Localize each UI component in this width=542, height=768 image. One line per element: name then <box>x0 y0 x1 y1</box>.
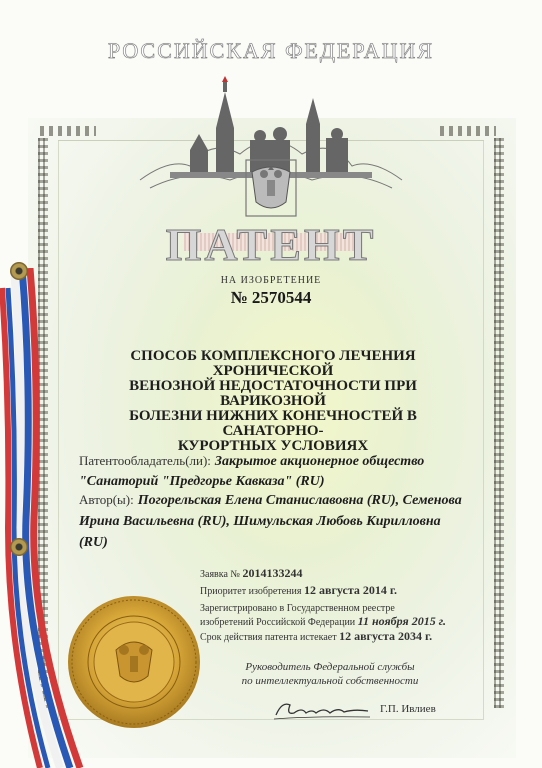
validity-date: 12 августа 2034 г. <box>339 629 433 643</box>
registration-date: 11 ноября 2015 г. <box>357 614 446 628</box>
head-line: Руководитель Федеральной службы <box>245 661 415 673</box>
application-number: 2014133244 <box>242 566 303 580</box>
document-type: ПАТЕНТ <box>165 219 377 270</box>
invention-title-line: ВЕНОЗНОЙ НЕДОСТАТОЧНОСТИ ПРИ ВАРИКОЗНОЙ <box>129 378 417 409</box>
country-title: РОССИЙСКАЯ ФЕДЕРАЦИЯ <box>107 38 435 63</box>
registration-info <box>200 602 500 629</box>
registration-label: изобретений Российской Федерации <box>200 617 356 628</box>
application-info <box>200 567 500 581</box>
invention-title-line: БОЛЕЗНИ НИЖНИХ КОНЕЧНОСТЕЙ В САНАТОРНО- <box>129 408 417 439</box>
ornament-top-left <box>40 126 96 136</box>
holder-value: "Санаторий "Предгорье Кавказа" (RU) <box>79 474 325 489</box>
authors-value: Ирина Васильевна (RU), Шимульская Любовь Кирилловна <box>79 514 441 529</box>
invention-title-line: КУРОРТНЫХ УСЛОВИЯХ <box>177 438 369 454</box>
invention-title-line: СПОСОБ КОМПЛЕКСНОГО ЛЕЧЕНИЯ ХРОНИЧЕСКОЙ <box>130 348 416 379</box>
priority-date: 12 августа 2014 г. <box>303 583 398 597</box>
priority-label: Приоритет изобретения <box>200 586 302 597</box>
official-seal <box>64 592 204 732</box>
authors-label: Автор(ы): <box>79 492 134 507</box>
signature <box>272 697 372 721</box>
patent-holder <box>79 451 479 491</box>
eyelet-bottom <box>10 538 28 556</box>
authors-value: (RU) <box>79 535 108 550</box>
invention-title <box>78 349 468 454</box>
validity-label: Срок действия патента истекает <box>200 632 337 643</box>
signer-name: Г.П. Ивлиев <box>380 703 436 715</box>
coat-of-arms-emblem <box>244 158 298 218</box>
patent-number: № 2570544 <box>230 288 312 307</box>
head-of-service <box>230 660 430 688</box>
authors-value: Погорельская Елена Станиславовна (RU), Семенова <box>137 493 462 508</box>
authors <box>79 490 479 553</box>
document-subtitle: НА ИЗОБРЕТЕНИЕ <box>220 275 322 286</box>
eyelet-top <box>10 262 28 280</box>
priority-info <box>200 584 500 598</box>
holder-value: Закрытое акционерное общество <box>214 454 425 469</box>
application-label: Заявка № <box>200 569 240 580</box>
head-line: по интеллектуальной собственности <box>241 675 419 687</box>
holder-label: Патентообладатель(ли): <box>79 453 211 468</box>
registration-label: Зарегистрировано в Государственном реестре <box>200 603 395 614</box>
validity-info <box>200 630 500 644</box>
ornament-top-right <box>440 126 496 136</box>
